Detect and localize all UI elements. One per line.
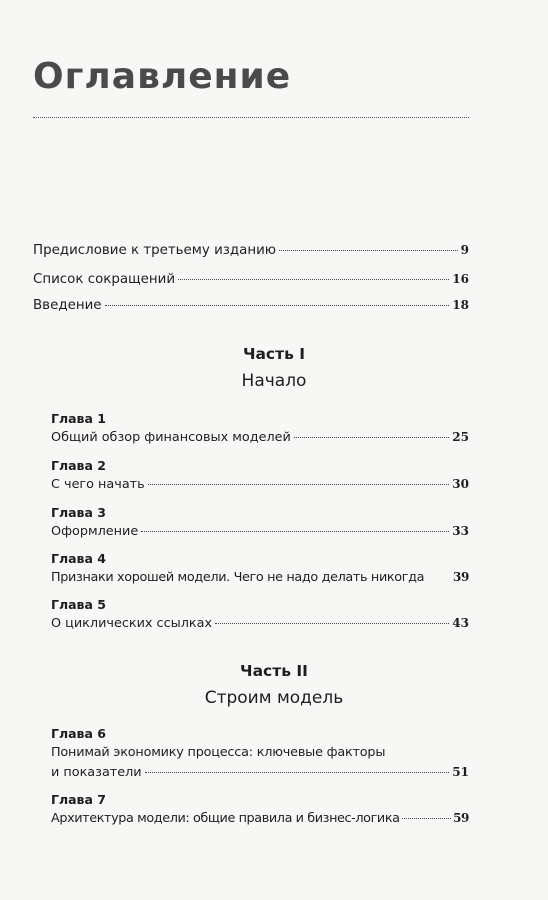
toc-entry-title[interactable]: Понимай экономику процесса: ключевые факторы bbox=[51, 745, 386, 760]
toc-entry-title-continued: и показатели bbox=[51, 765, 142, 780]
dot-leader bbox=[402, 818, 452, 819]
dot-leader bbox=[141, 531, 449, 532]
dot-leader bbox=[105, 305, 450, 306]
page-title: Оглавление bbox=[33, 56, 292, 97]
toc-entry-introduction[interactable] bbox=[33, 298, 469, 313]
toc-entry-title: О циклических ссылках bbox=[51, 616, 213, 631]
chapter-label: Глава 2 bbox=[51, 458, 106, 473]
part-name: Начало bbox=[241, 371, 307, 391]
dot-leader bbox=[294, 437, 449, 438]
toc-entry-preface[interactable] bbox=[33, 243, 469, 258]
page-number: 33 bbox=[452, 524, 469, 538]
chapter-label: Глава 1 bbox=[51, 411, 106, 426]
part-label: Часть I bbox=[242, 345, 306, 363]
dot-leader bbox=[215, 623, 449, 624]
toc-entry-chapter-1[interactable] bbox=[51, 430, 469, 445]
toc-entry-chapter-6[interactable] bbox=[51, 765, 469, 780]
toc-entry-title: Признаки хорошей модели. Чего не надо делать никогда bbox=[51, 570, 425, 585]
chapter-label: Глава 3 bbox=[51, 505, 106, 520]
chapter-label: Глава 7 bbox=[51, 792, 106, 807]
dot-leader bbox=[178, 279, 449, 280]
dot-leader bbox=[279, 250, 458, 251]
toc-entry-title: Предисловие к третьему изданию bbox=[33, 243, 277, 258]
toc-entry-abbreviations[interactable] bbox=[33, 272, 469, 287]
page-number: 39 bbox=[453, 570, 469, 584]
page-number: 30 bbox=[452, 477, 469, 491]
toc-entry-chapter-2[interactable] bbox=[51, 477, 469, 492]
toc-entry-title: С чего начать bbox=[51, 477, 145, 492]
title-dotted-rule bbox=[33, 117, 469, 118]
part-label: Часть II bbox=[240, 662, 308, 680]
page-number: 16 bbox=[452, 272, 469, 286]
toc-entry-chapter-3[interactable] bbox=[51, 524, 469, 539]
toc-entry-title: Введение bbox=[33, 298, 102, 313]
toc-entry-chapter-4[interactable] bbox=[51, 570, 469, 585]
chapter-label: Глава 5 bbox=[51, 597, 106, 612]
page-number: 59 bbox=[453, 811, 469, 825]
toc-entry-title: Оформление bbox=[51, 524, 139, 539]
page-number: 51 bbox=[452, 765, 469, 779]
toc-entry-title: Архитектура модели: общие правила и бизнес-логика bbox=[51, 811, 400, 826]
page-number: 18 bbox=[452, 298, 469, 312]
toc-entry-title: Список сокращений bbox=[33, 272, 176, 287]
chapter-label: Глава 4 bbox=[51, 551, 106, 566]
chapter-label: Глава 6 bbox=[51, 726, 106, 741]
toc-entry-chapter-7[interactable] bbox=[51, 811, 469, 826]
page-number: 43 bbox=[452, 616, 469, 630]
toc-entry-title: Общий обзор финансовых моделей bbox=[51, 430, 291, 445]
dot-leader bbox=[148, 484, 450, 485]
dot-leader bbox=[145, 772, 450, 773]
page-number: 9 bbox=[460, 243, 469, 257]
part-name: Строим модель bbox=[204, 688, 344, 708]
page-number: 25 bbox=[452, 430, 469, 444]
toc-entry-chapter-5[interactable] bbox=[51, 616, 469, 631]
